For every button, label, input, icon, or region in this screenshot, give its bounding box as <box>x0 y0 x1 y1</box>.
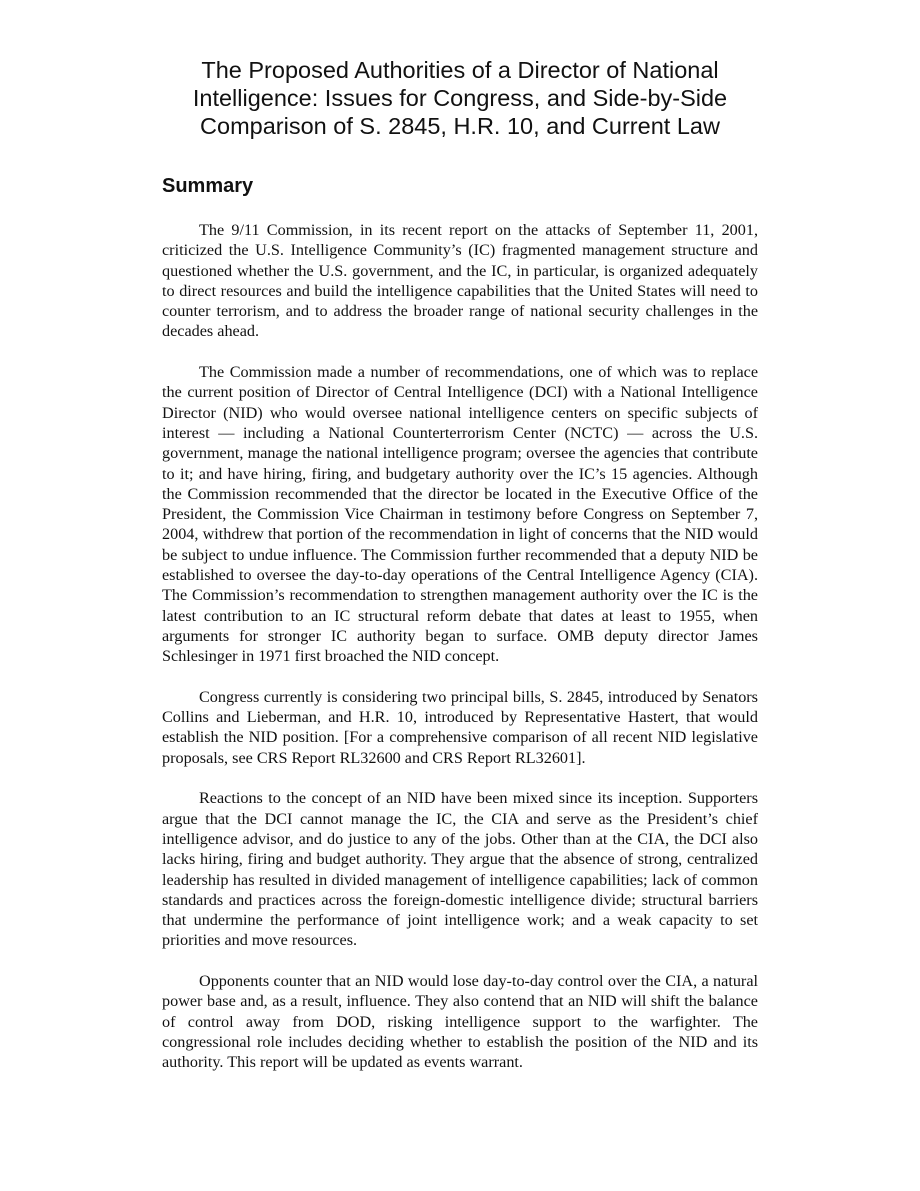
summary-paragraph-3: Congress currently is considering two principal bills, S. 2845, introduced by Senators Collins and Lieberman, and H.R. 10, introduced by Representative Hastert, that would establish the NID position. [For a comprehensive comparison of all recent NID legislative proposals, see CRS Report RL32600 and CRS Report RL32601]. <box>162 687 758 767</box>
summary-paragraph-2: The Commission made a number of recommendations, one of which was to replace the current position of Director of Central Intelligence (DCI) with a National Intelligence Director (NID) who would oversee national intelligence centers on specific subjects of interest — including a National Counterterrorism Center (NCTC) — across the U.S. government, manage the national intelligence program; oversee the agencies that contribute to it; and have hiring, firing, and budgetary authority over the IC’s 15 agencies. Although the Commission recommended that the director be located in the Executive Office of the President, the Commission Vice Chairman in testimony before Congress on September 7, 2004, withdrew that portion of the recommendation in light of concerns that the NID would be subject to undue influence. The Commission further recommended that a deputy NID be established to oversee the day-to-day operations of the Central Intelligence Agency (CIA). The Commission’s recommendation to strengthen management authority over the IC is the latest contribution to an IC structural reform debate that dates at least to 1955, when arguments for stronger IC authority began to surface. OMB deputy director James Schlesinger in 1971 first broached the NID concept. <box>162 363 758 666</box>
summary-paragraph-4: Reactions to the concept of an NID have been mixed since its inception. Supporters argue that the DCI cannot manage the IC, the CIA and serve as the President’s chief intelligence advisor, and do justice to any of the jobs. Other than at the CIA, the DCI also lacks hiring, firing and budget authority. They argue that the absence of strong, centralized leadership has resulted in divided management of intelligence capabilities; lack of common standards and practices across the foreign-domestic intelligence divide; structural barriers that undermine the performance of joint intelligence work; and a weak capacity to set priorities and move resources. <box>162 789 758 950</box>
title-line-1: The Proposed Authorities of a Director of National <box>201 57 719 83</box>
title-line-2: Intelligence: Issues for Congress, and Side-by-Side <box>192 85 728 111</box>
summary-heading: Summary <box>162 175 254 197</box>
summary-paragraph-1: The 9/11 Commission, in its recent report on the attacks of September 11, 2001, criticized the U.S. Intelligence Community’s (IC) fragmented management structure and questioned whether the U.S. government, and the IC, in particular, is organized adequately to direct resources and build the intelligence capabilities that the United States will need to counter terrorism, and to address the broader range of national security challenges in the decades ahead. <box>162 221 758 341</box>
summary-paragraph-5: Opponents counter that an NID would lose day-to-day control over the CIA, a natural power base and, as a result, influence. They also contend that an NID will shift the balance of control away from DOD, risking intelligence support to the warfighter. The congressional role includes deciding whether to establish the position of the NID and its authority. This report will be updated as events warrant. <box>162 971 758 1072</box>
summary-body <box>162 220 758 1072</box>
document-title <box>140 56 780 140</box>
title-line-3: Comparison of S. 2845, H.R. 10, and Current Law <box>200 113 720 139</box>
